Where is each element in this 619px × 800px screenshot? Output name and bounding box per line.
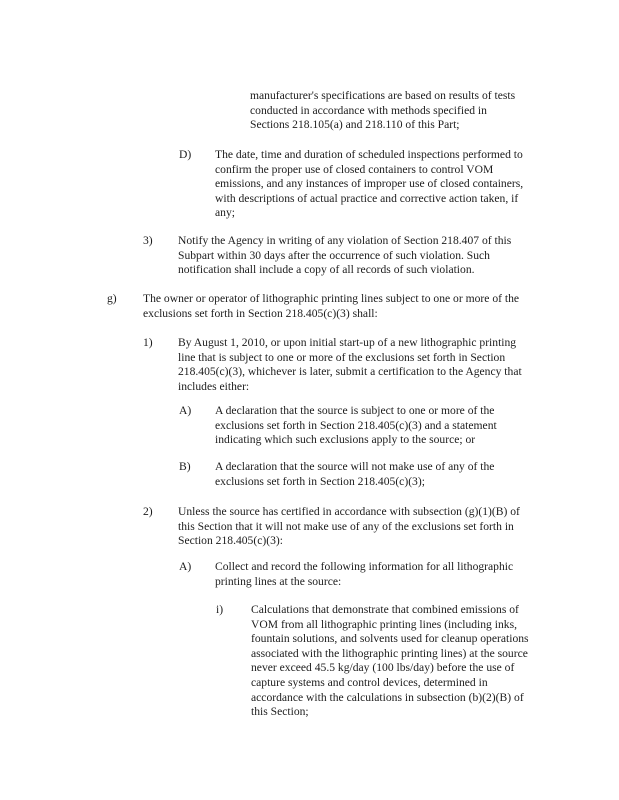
text-line: The date, time and duration of scheduled inspections performed to	[215, 148, 523, 161]
text-line: printing lines at the source:	[215, 574, 342, 588]
subsection-marker: 1)	[143, 336, 153, 349]
text-line: Notify the Agency in writing of any violation of Section 218.407 of this	[178, 234, 512, 247]
text-line: Section 218.405(c)(3):	[178, 534, 283, 548]
text-line: indicating which such exclusions apply to the source; or	[215, 433, 476, 447]
subsection-marker: 3)	[143, 234, 153, 247]
text-line: notification shall include a copy of all records of such violation.	[178, 263, 475, 277]
subsection-marker: g)	[107, 292, 117, 305]
text-line: any;	[215, 206, 235, 220]
text-line: exclusions set forth in Section 218.405(c)(3);	[215, 474, 425, 488]
text-line: Subpart within 30 days after the occurrence of such violation. Such	[178, 248, 490, 262]
text-line: exclusions set forth in Section 218.405(c)(3) and a statement	[215, 418, 497, 432]
subsection-marker: A)	[179, 560, 192, 573]
text-line: The owner or operator of lithographic printing lines subject to one or more of the	[143, 292, 520, 305]
text-line: accordance with the calculations in subsection (b)(2)(B) of	[251, 690, 524, 704]
text-line: 218.405(c)(3), whichever is later, submit a certification to the Agency that	[178, 365, 522, 379]
text-line: VOM from all lithographic printing lines (including inks,	[251, 617, 517, 631]
text-line: Sections 218.105(a) and 218.110 of this Part;	[250, 118, 460, 132]
text-line: Calculations that demonstrate that combined emissions of	[251, 603, 519, 616]
subsection-marker: B)	[179, 460, 191, 473]
text-line: manufacturer's specifications are based on results of tests	[250, 89, 516, 102]
text-line: emissions, and any instances of improper use of closed containers,	[215, 177, 524, 191]
text-line: this Section that it will not make use of any of the exclusions set forth in	[178, 519, 514, 533]
text-line: line that is subject to one or more of the exclusions set forth in Section	[178, 350, 506, 364]
text-line: capture systems and control devices, determined in	[251, 675, 488, 689]
text-line: Unless the source has certified in accordance with subsection (g)(1)(B) of	[178, 505, 520, 518]
text-line: fountain solutions, and solvents used for cleanup operations	[251, 632, 529, 646]
text-line: confirm the proper use of closed containers to control VOM	[215, 162, 494, 176]
subsection-marker: D)	[179, 148, 192, 161]
text-line: conducted in accordance with methods specified in	[250, 103, 487, 117]
text-line: A declaration that the source is subject to one or more of the	[215, 404, 495, 417]
text-line: By August 1, 2010, or upon initial start-up of a new lithographic printing	[178, 336, 517, 349]
text-line: Collect and record the following information for all lithographic	[215, 560, 514, 573]
text-line: this Section;	[251, 705, 309, 719]
text-line: A declaration that the source will not make use of any of the	[215, 460, 495, 473]
text-line: never exceed 45.5 kg/day (100 lbs/day) before the use of	[251, 661, 515, 675]
text-line: exclusions set forth in Section 218.405(c)(3) shall:	[143, 306, 378, 320]
subsection-marker: 2)	[143, 505, 153, 518]
subsection-marker: i)	[216, 603, 224, 616]
text-line: with descriptions of actual practice and corrective action taken, if	[215, 191, 519, 205]
subsection-marker: A)	[179, 404, 192, 417]
text-line: associated with the lithographic printing lines) at the source	[251, 646, 528, 660]
text-line: includes either:	[178, 379, 250, 393]
